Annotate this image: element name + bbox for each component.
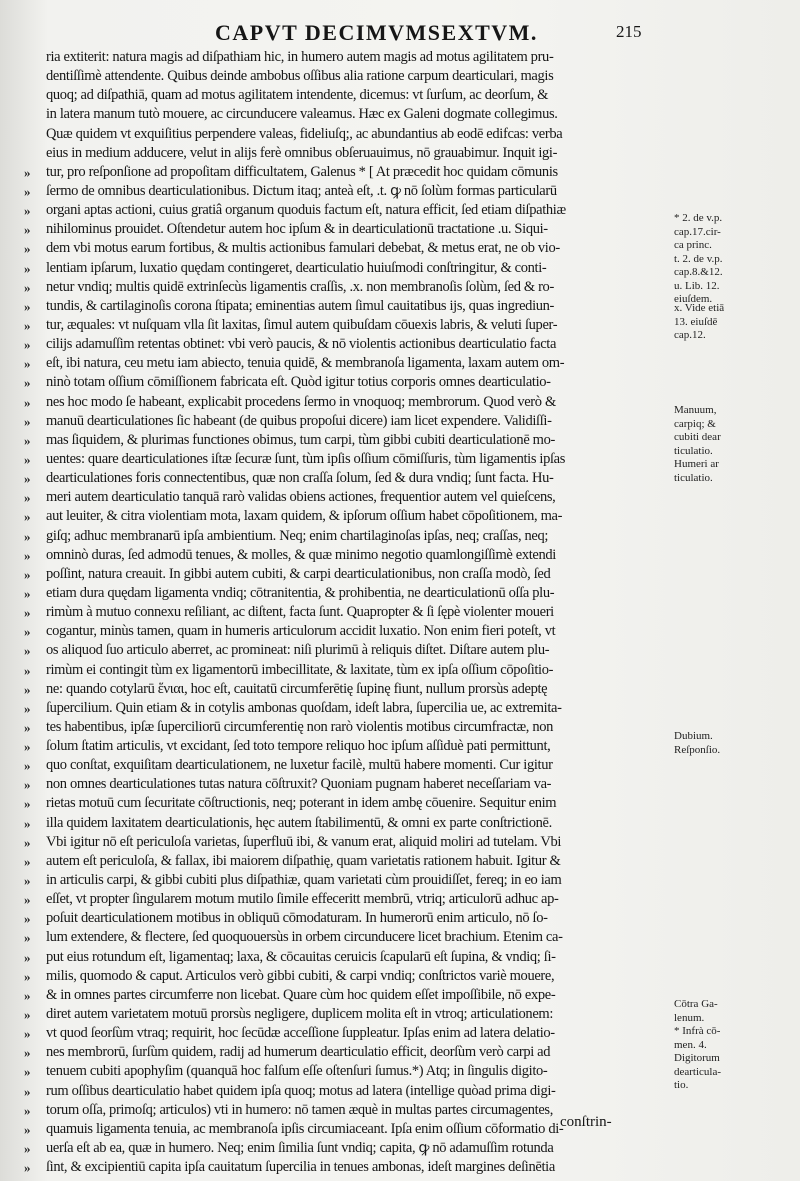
quotation-mark: » [24,1083,31,1099]
line-text: ſermo de omnibus dearticulationibus. Dictum itaq; anteà eſt, .t. ꝙ nō ſolùm formas particularū [46,182,557,199]
margin-note-line: ticulatio. [674,471,713,484]
quotation-mark: » [24,394,31,410]
line-text: cogantur, minùs tamen, quam in humeris articulorum accidit luxatio. Non enim fieri poteſt, vt [46,623,556,640]
quotation-mark: » [24,892,31,908]
line-text: mas ſiquidem, & plurimas functiones obimus, tum carpi, tùm gibbi cubiti dearticulationē mo- [46,431,555,448]
text-line [24,220,664,239]
quotation-mark: » [24,356,31,372]
line-text: milis, quomodo & caput. Articulos verò gibbi cubiti, & carpi vndiq; conſtrictos variè mouere, [46,967,555,984]
margin-note-line: Cōtra Ga- [674,998,718,1010]
line-text: ſupercilium. Quin etiam & in cotylis ambonas quoſdam, ideſt labra, ſupercilia ue, ac extremita- [46,699,562,716]
line-text: tes habentibus, ipſæ ſuperciliorū circumferentię non rarò violentis motibus circumfractæ, non [46,718,554,735]
text-line [24,1062,664,1081]
line-text: poſſint, natura creauit. In gibbi autem cubiti, & carpi dearticulationibus, non craſſa modò, ſed [46,565,551,582]
line-text: lum extendere, & flectere, ſed quoquouersùs in orbem circunducere licet brachium. Etenim ca- [46,929,563,946]
line-text: tur, pro reſponſione ad propoſitam difficultatem, Galenus * [ At præcedit hoc quidam cōmunis [46,163,558,180]
quotation-mark: » [24,968,31,984]
text-line [24,163,664,182]
quotation-mark: » [24,203,31,219]
quotation-mark: » [24,662,31,678]
quotation-mark: » [24,279,31,295]
quotation-mark: » [24,624,31,640]
text-line [24,641,664,660]
line-text: uerſa eſt ab ea, quæ in humero. Neq; enim ſimilia ſunt vndiq; capita, ꝙ nō adamuſſim rotunda [46,1140,554,1157]
quotation-mark: » [24,432,31,448]
quotation-mark: » [24,566,31,582]
margin-note-line: lenum. [674,1011,705,1024]
line-text: poſuit dearticulationem motibus in obliquū cōmodaturam. In humerorū enim articulo, nō ſo- [46,910,548,927]
margin-note-line: ticulatio. [674,444,713,457]
quotation-mark: » [24,1007,31,1023]
page-number: 215 [616,22,642,41]
text-line [24,373,664,392]
text-line [24,431,664,450]
quotation-mark: » [24,987,31,1003]
text-line [24,144,664,163]
quotation-mark: » [24,183,31,199]
quotation-mark: » [24,911,31,927]
margin-note-line: 13. eiuſdē [674,315,718,328]
quotation-mark: » [24,585,31,601]
line-text: diret autem varietatem motuū prorsùs negligere, duplicem molita eſt in vtroq; articulationem: [46,1006,554,1023]
line-text: organi aptas actioni, cuius gratiâ organum quoduis factum eſt, natura efficit, ſed etiam diſpathiæ [46,202,566,219]
margin-note-references [674,212,786,307]
line-text: giſq; adhuc membranarū ipſa ambientium. Neq; enim chartilaginoſas ipſas, neq; craſſas, neq; [46,527,549,544]
margin-note-line: t. 2. de v.p. [674,252,723,265]
line-text: non omnes dearticulationes tutas natura cōſtruxit? Quoniam pugnam haberet neceſſariam va- [46,776,552,793]
line-text: tur, æquales: vt nuſquam vlla ſit laxitas, ſimul autem quibuſdam cōuexis labris, & veluti ſuper- [46,316,558,333]
line-text: meri autem dearticulatio tanquā rarò validas obiens actiones, frequentior autem vel quieſcens, [46,489,556,506]
margin-note-line: cap.12. [674,329,706,341]
margin-note-line: dearticula- [674,1065,722,1078]
text-line [24,565,664,584]
text-line [24,67,664,86]
quotation-mark: » [24,1160,31,1176]
margin-note-line: Dubium. [674,730,713,742]
text-line [24,909,664,928]
text-line [24,239,664,258]
catchword: conſtrin- [560,1114,612,1130]
margin-note-line: cap.17.cir- [674,225,721,238]
main-text-block [24,48,664,1177]
quotation-mark: » [24,1121,31,1137]
quotation-mark: » [24,853,31,869]
text-line [24,661,664,680]
line-text: etiam dura quędam ligamenta vndiq; cōtranitentia, & prohibentia, ne dearticulationū oſſa plu- [46,584,555,601]
text-line [24,527,664,546]
margin-note-line: carpiq; & [674,417,716,430]
margin-note-line: cap.8.&12. [674,266,723,278]
line-text: ninò totam oſſium cōmiſſionem fabricata eſt. Quòd igitur totius corporis omnes dearticulatio- [46,374,551,391]
quotation-mark: » [24,796,31,812]
line-text: put eius rotundum eſt, ligamentaq; laxa, & cōcauitas ceruicis ſcapularū eſt ſupina, & vndiq; ſi- [46,948,556,965]
quotation-mark: » [24,873,31,889]
line-text: Vbi igitur nō eſt periculoſa varietas, ſuperfluū ibi, & vanum erat, aliquid moliri ad tutelam. Vbi [46,833,562,850]
text-line [24,316,664,335]
line-text: dentiſſimè attendente. Quibus deinde ambobus oſſibus alia ratione carpum dearticulari, magis [46,68,554,85]
quotation-mark: » [24,815,31,831]
line-text: rietas motuū cum ſecuritate cōſtructionis, neq; poterant in idem ambę cōuenire. Sequitur enim [46,795,557,812]
quotation-mark: » [24,528,31,544]
text-line [24,297,664,316]
quotation-mark: » [24,758,31,774]
margin-note-cross-reference [674,302,786,343]
line-text: nes hoc modo ſe habeant, explicabit procedens ſermo in vnoquoq; membrorum. Quod verò & [46,393,556,410]
quotation-mark: » [24,834,31,850]
margin-note-topic [674,404,786,485]
line-text: in latera manum tutò mouere, ac circunducere valeamus. Hæc ex Galeni dogmate collegimus. [46,106,558,123]
text-line [24,450,664,469]
quotation-mark: » [24,949,31,965]
quotation-mark: » [24,260,31,276]
quotation-mark: » [24,700,31,716]
text-line [24,1043,664,1062]
text-line [24,259,664,278]
line-text: aut leuiter, & citra violentiam mota, laxam quidem, & ipſorum oſſium habet cōpoſitionem, ma- [46,508,563,525]
text-line [24,105,664,124]
text-line [24,86,664,105]
quotation-mark: » [24,1026,31,1042]
text-line [24,833,664,852]
line-text: os aliquod ſuo articulo aberret, ac promineat: niſi plurimū à reliquis diſtet. Diſtare autem plu- [46,642,550,659]
margin-note-line: Digitorum [674,1052,720,1064]
text-line [24,125,664,144]
text-line [24,1082,664,1101]
quotation-mark: » [24,164,31,180]
line-text: & in omnes partes circumferre non licebat. Quare cùm hoc quidem eſſet impoſſibile, nō expe- [46,986,556,1003]
line-text: omninò duras, ſed admodū tenues, & molles, & quæ minimo negotio quamlongiſſimè extendi [46,546,556,563]
text-line [24,756,664,775]
line-text: ſolum ſtatim articulis, vt excidant, ſed toto tempore reliquo hoc ipſum aſſiduè pati permittunt, [46,738,551,755]
text-line [24,699,664,718]
text-line [24,48,664,67]
page-header [0,20,800,48]
text-line [24,871,664,890]
text-line [24,182,664,201]
quotation-mark: » [24,1045,31,1061]
line-text: cilijs adamuſſim retentas obtinet: vbi verò paucis, & nō violentis actionibus dearticulatio facta [46,336,557,353]
quotation-mark: » [24,509,31,525]
text-line [24,986,664,1005]
line-text: vt quod ſeorſùm vtraq; requirit, hoc ſecūdæ acceſſione ſuppleatur. Ipſas enim ad latera delatio- [46,1025,555,1042]
quotation-mark: » [24,298,31,314]
text-line [24,622,664,641]
text-line [24,584,664,603]
margin-note-line: Reſponſio. [674,743,721,756]
margin-note-line: men. 4. [674,1038,707,1051]
quotation-mark: » [24,375,31,391]
quotation-mark: » [24,471,31,487]
quotation-mark: » [24,930,31,946]
quotation-mark: » [24,1064,31,1080]
margin-note-line: x. Vide etiā [674,302,725,314]
line-text: rum oſſibus dearticulatio habet quidem ipſa quoq; motus ad latera (intellige quòad prima digi- [46,1082,556,1099]
text-line [24,852,664,871]
margin-note-line: * Infrà cō- [674,1025,721,1037]
text-line [24,507,664,526]
text-line [24,967,664,986]
line-text: rimùm ei contingit tùm ex ligamentorū imbecillitate, & laxitate, tùm ex ipſa oſſium cōpoſitio- [46,661,554,678]
text-line [24,278,664,297]
text-line [24,546,664,565]
line-text: tenuem cubiti apophyſim (quanquā hoc falſum eſſe oſtenſuri ſumus.*) Atq; in ſingulis digito- [46,1063,548,1080]
quotation-mark: » [24,1102,31,1118]
running-title: CAPVT DECIMVMSEXTVM. [215,20,538,45]
line-text: nes membrorū, ſurſùm quidem, radij ad humerum dearticulatio efficit, deorſùm verò carpi ad [46,1044,551,1061]
margin-note-dubium [674,730,786,757]
line-text: netur vndiq; multis quidē extrinſecùs ligamentis craſſis, .x. non membranoſis ſolùm, ſed & ro- [46,278,554,295]
line-text: manuū dearticulationes ſic habeant (de quibus propoſui dicere) iam licet expendere. Validiſſi- [46,412,552,429]
line-text: tundis, & cartilaginoſis corona ſtipata; eminentias autem ſimul cauitatibus ijs, quas ingrediun- [46,297,555,314]
margin-note-line: * 2. de v.p. [674,212,723,224]
line-text: eſt, ibi natura, ceu metu iam abiecto, tenuia quidē, & membranoſa ligamenta, laxam autem om- [46,355,565,372]
margin-note-line: eiuſdem. [674,293,713,305]
margin-note-line: Manuum, [674,404,717,416]
text-line [24,737,664,756]
margin-note-line: tio. [674,1079,689,1091]
line-text: ria extiterit: natura magis ad diſpathiam hic, in humero autem magis ad motus agilitatem pru- [46,49,554,65]
text-line [24,1158,664,1177]
text-line [24,794,664,813]
quotation-mark: » [24,317,31,333]
quotation-mark: » [24,337,31,353]
text-line [24,412,664,431]
text-line [24,1139,664,1158]
quotation-mark: » [24,490,31,506]
line-text: rimùm à mutuo connexu reſiliant, ac diſtent, facta ſunt. Quapropter & ſi ſępè violenter moueri [46,604,554,621]
line-text: dem vbi motus earum fortibus, & multis actionibus famulari debebat, & metus erat, ne ob vio- [46,240,560,257]
text-line [24,393,664,412]
text-line [24,335,664,354]
quotation-mark: » [24,739,31,755]
quotation-mark: » [24,451,31,467]
line-text: Quæ quidem vt exquiſitius perpendere valeas, fideliuſq;, ac abundantius ab eodē edifcas: verba [46,125,563,142]
margin-note-contra-galenum [674,998,786,1093]
line-text: ſint, & excipientiū capita ipſa cauitatum ſupercilia in tenues ambonas, ideſt margines deſinētia [46,1159,555,1176]
text-line [24,814,664,833]
quotation-mark: » [24,643,31,659]
text-line [24,948,664,967]
quotation-mark: » [24,719,31,735]
line-text: illa quidem laxitatem dearticulationis, hęc autem ſtabilimentū, & omni ex parte conſtrictionē. [46,814,552,831]
line-text: autem eſt periculoſa, & fallax, ibi maiorem diſpathię, quam varietatis rationem habuit. Igitur & [46,852,561,869]
quotation-mark: » [24,777,31,793]
margin-note-line: cubiti dear [674,431,721,443]
line-text: torum oſſa, primoſq; articulos) vti in humero: nō tamen æquè in multas partes circumagentes, [46,1101,553,1118]
line-text: in articulis carpi, & gibbi cubiti plus diſpathiæ, quam varietati cùm prouidiſſet, fereq; in eo iam [46,872,562,889]
line-text: quoq; ad diſpathiā, quam ad motus agilitatem intendente, dicemus: vt ſurſum, ac deorſum, & [46,87,549,104]
line-text: dearticulationes foris connectentibus, quæ non craſſa ſolum, ſed & dura vndiq; ſunt facta. Hu- [46,470,554,487]
line-text: eius in medium adducere, velut in alijs ferè omnibus obſeruauimus, nō grauabimur. Inquit igi- [46,144,558,161]
quotation-mark: » [24,241,31,257]
quotation-mark: » [24,222,31,238]
text-line [24,488,664,507]
line-text: quo conſtat, exquiſitam dearticulationem, ne luxetur facilè, multū habere momenti. Cur igitur [46,757,553,774]
line-text: eſſet, vt propter ſingularem motum mutilo ſimile effeceritt membrū, vtriq; articulorū adhuc ap- [46,891,559,908]
text-line [24,354,664,373]
text-line [24,718,664,737]
line-text: lentiam ipſarum, luxatio quędam contingeret, dearticulatio huiuſmodi conſtringitur, & conti- [46,259,547,276]
quotation-mark: » [24,605,31,621]
line-text: uentes: quare dearticulationes iſtæ ſecuræ ſunt, tùm ipſis oſſium cōmiſſuris, tùm ligamentis ipſas [46,450,566,467]
line-text: quamuis ligamenta tenuia, ac membranoſa ipſis circumiaceant. Ipſa enim oſſium cōformatio di- [46,1120,564,1137]
text-line [24,680,664,699]
line-text: nihilominus prouidet. Oſtendetur autem hoc ipſum & in dearticulationū tractatione .u. Siqui- [46,221,548,238]
text-line [24,1005,664,1024]
quotation-mark: » [24,413,31,429]
text-line [24,775,664,794]
text-line [24,890,664,909]
quotation-mark: » [24,1141,31,1157]
text-line [24,928,664,947]
margin-note-line: u. Lib. 12. [674,279,720,292]
margin-note-line: ca princ. [674,239,712,251]
line-text: ne: quando cotylarū ἕνιαι, hoc eſt, cauitatū circumferētię ſupinę fiunt, nullum prorsùs adeptę [46,680,548,697]
text-line [24,469,664,488]
quotation-mark: » [24,681,31,697]
text-line [24,201,664,220]
quotation-mark: » [24,547,31,563]
margin-note-line: Humeri ar [674,458,719,470]
text-line [24,603,664,622]
text-line [24,1024,664,1043]
